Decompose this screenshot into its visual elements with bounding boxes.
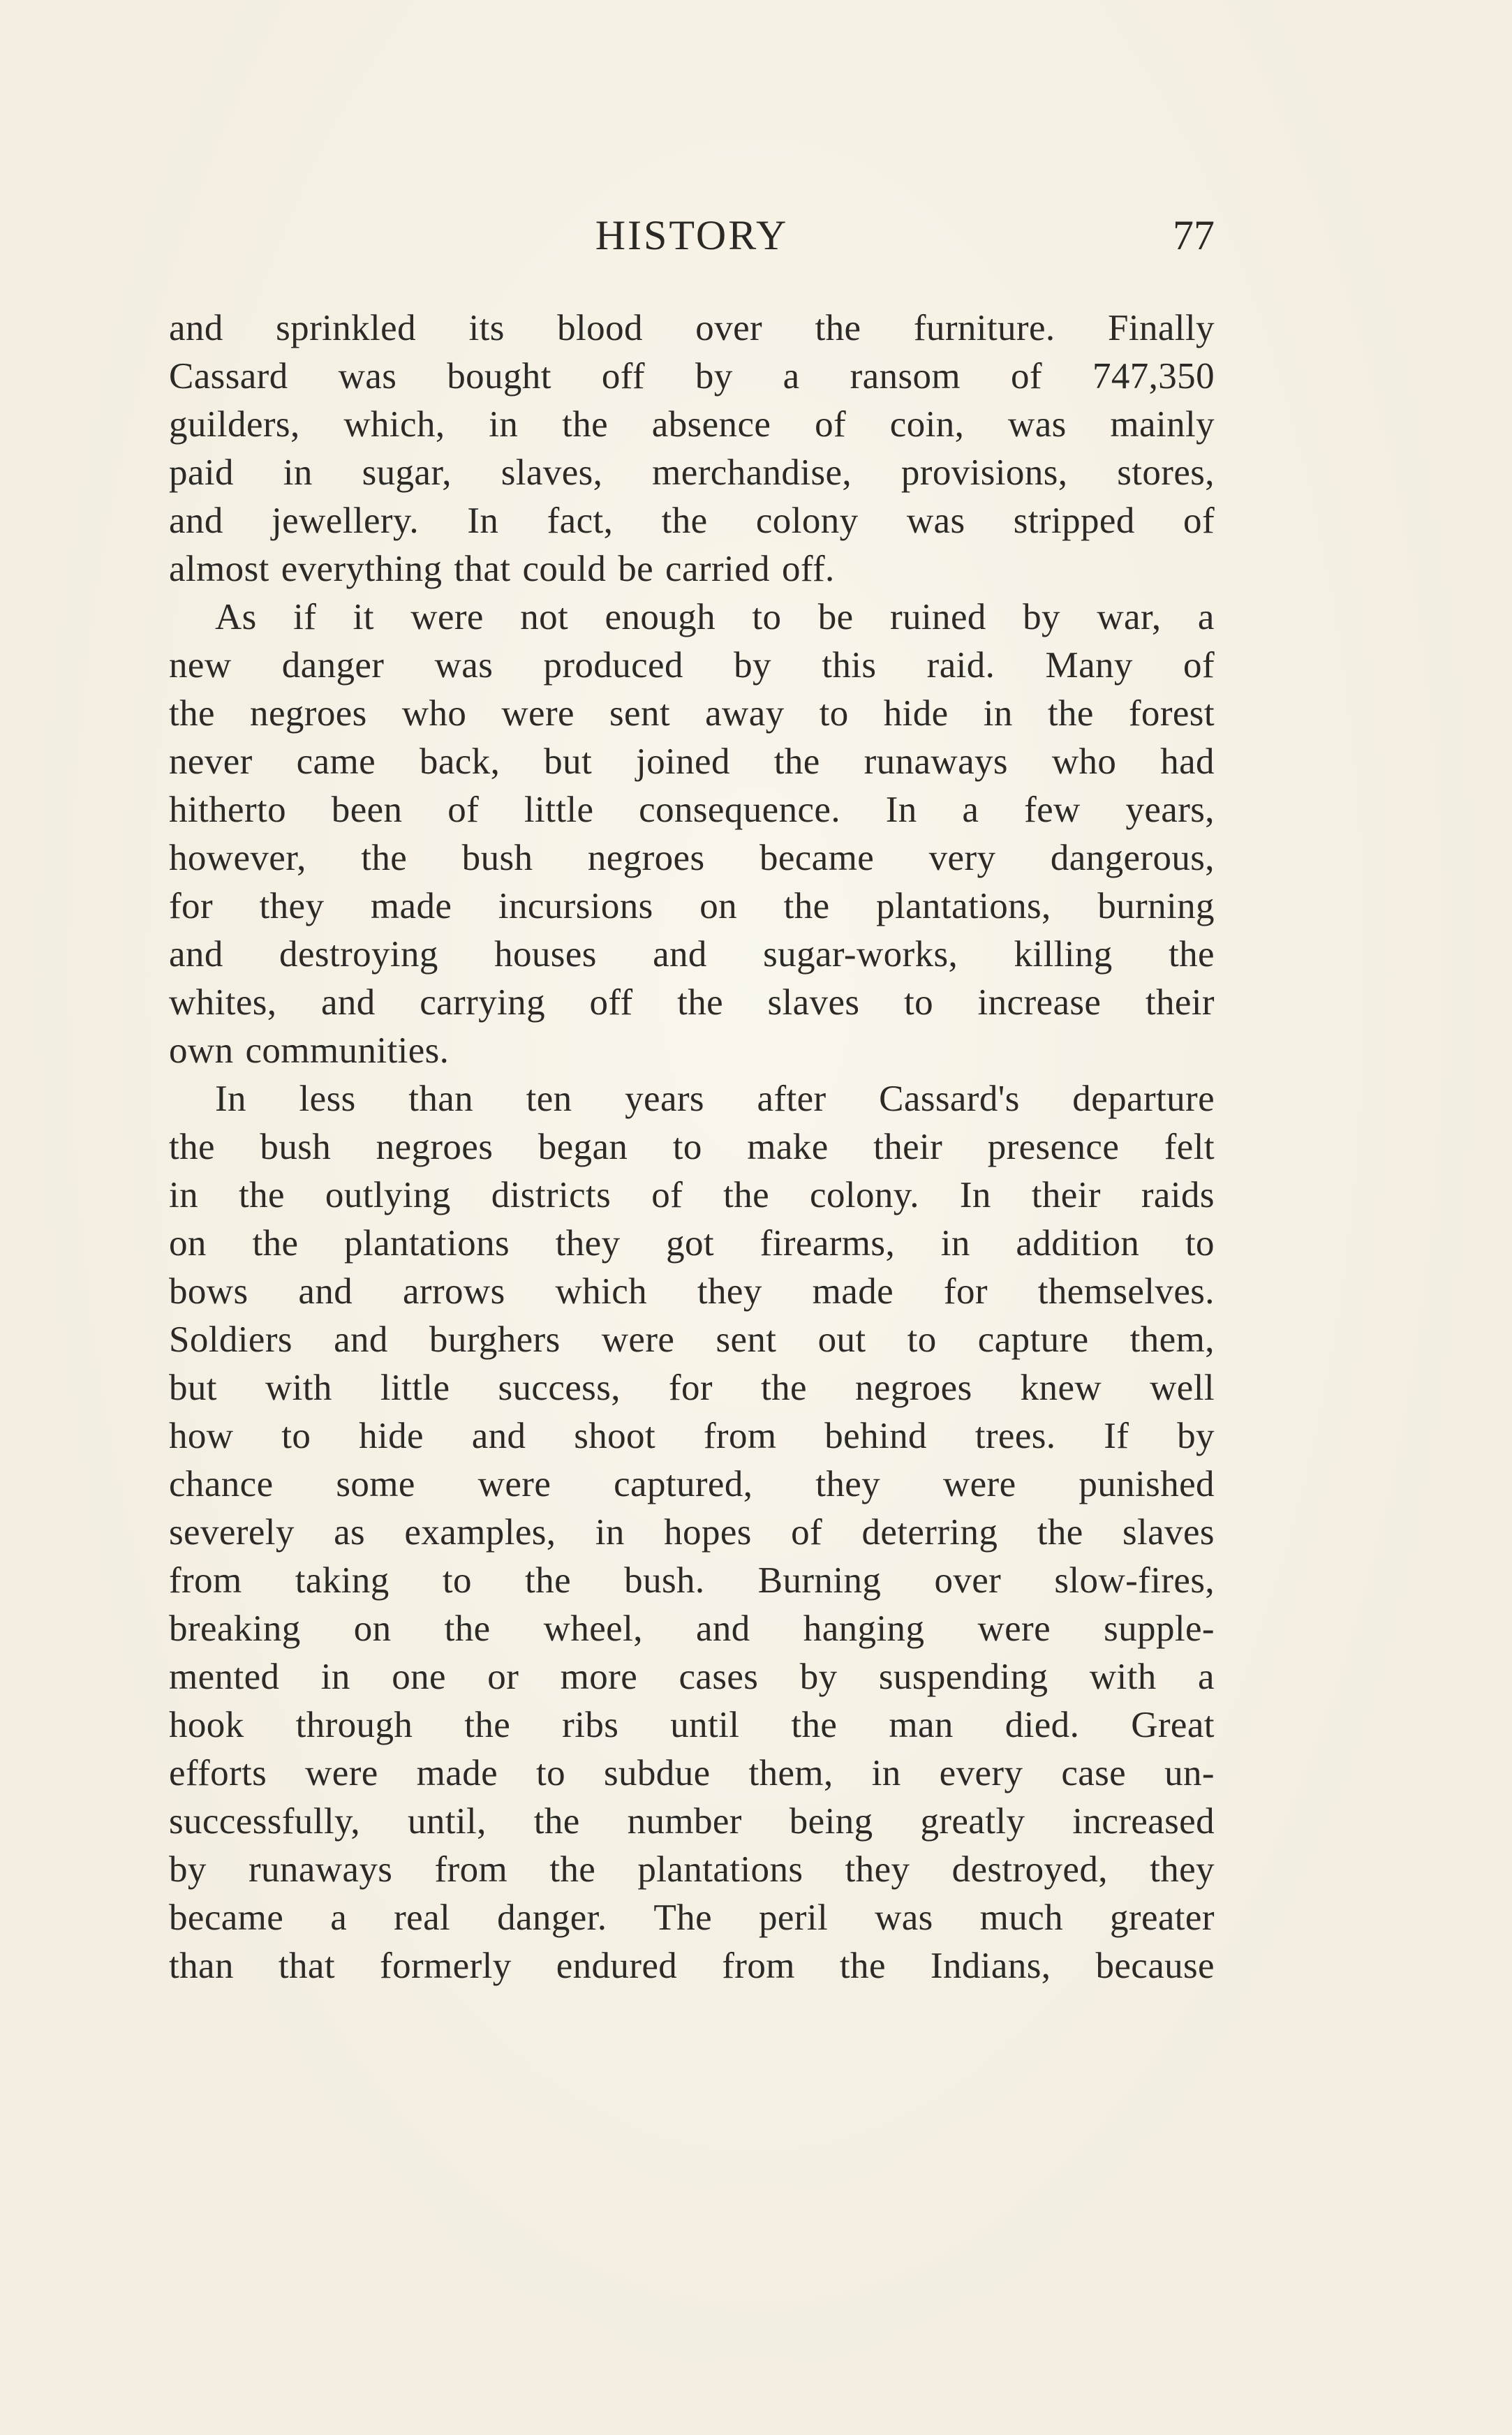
text-line: guilders, which, in the absence of coin, was mainly [169,404,1215,445]
text-line: successfully, until, the number being greatly increased [169,1801,1215,1842]
text-line: but with little success, for the negroes knew well [169,1368,1215,1408]
text-line: paid in sugar, slaves, merchandise, provisions, stores, [169,452,1215,493]
text-line: from taking to the bush. Burning over slow-fires, [169,1560,1215,1601]
text-line: As if it were not enough to be ruined by war, a [215,597,1215,637]
text-line: new danger was produced by this raid. Many of [169,645,1215,686]
text-line: mented in one or more cases by suspending with a [169,1657,1215,1697]
text-line: breaking on the wheel, and hanging were supple- [169,1608,1215,1649]
page-number: 77 [1173,212,1215,258]
text-line: whites, and carrying off the slaves to increase their [169,982,1215,1023]
text-line: the negroes who were sent away to hide in the forest [169,693,1215,734]
text-line: by runaways from the plantations they destroyed, they [169,1849,1215,1890]
text-line: the bush negroes began to make their presence felt [169,1127,1215,1167]
body-text [169,304,1215,1990]
text-line: than that formerly endured from the Indians, because [169,1946,1215,1986]
text-line: efforts were made to subdue them, in every case un- [169,1753,1215,1793]
text-line: own communities. [169,1030,450,1071]
text-line: how to hide and shoot from behind trees. If by [169,1416,1215,1456]
text-line: for they made incursions on the plantations, burning [169,886,1215,926]
text-line: and jewellery. In fact, the colony was stripped of [169,501,1215,541]
text-line: chance some were captured, they were punished [169,1464,1215,1504]
text-line: Soldiers and burghers were sent out to capture them, [169,1319,1215,1360]
text-line: hitherto been of little consequence. In a few years, [169,790,1215,830]
text-line: in the outlying districts of the colony. In their raids [169,1175,1215,1215]
text-line: severely as examples, in hopes of deterring the slaves [169,1512,1215,1553]
text-line: never came back, but joined the runaways who had [169,741,1215,782]
text-line: however, the bush negroes became very dangerous, [169,838,1215,878]
running-title: HISTORY [595,212,789,258]
text-line: bows and arrows which they made for themselves. [169,1271,1215,1312]
text-line: almost everything that could be carried off. [169,549,835,589]
text-line: Cassard was bought off by a ransom of 747,350 [169,356,1215,397]
text-line: hook through the ribs until the man died. Great [169,1705,1215,1745]
text-line: became a real danger. The peril was much greater [169,1897,1215,1938]
text-line: In less than ten years after Cassard's departure [215,1079,1215,1119]
text-line: and destroying houses and sugar-works, killing the [169,934,1215,975]
running-head [169,204,1215,267]
text-line: and sprinkled its blood over the furniture. Finally [169,308,1215,348]
text-line: on the plantations they got firearms, in addition to [169,1223,1215,1264]
